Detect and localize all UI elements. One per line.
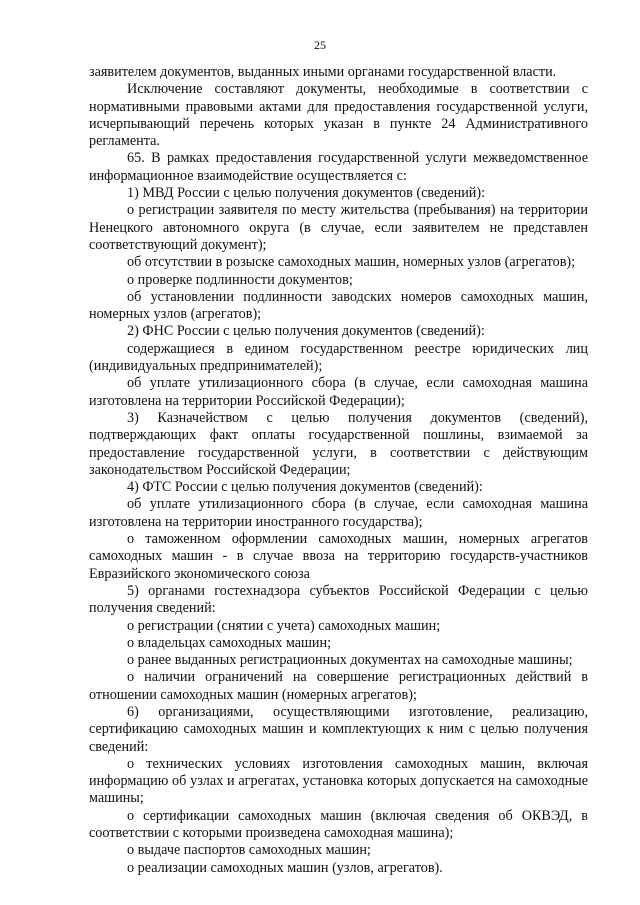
paragraph-continuation: заявителем документов, выданных иными органами государственной власти. [89, 64, 557, 80]
list-subitem: о регистрации заявителя по месту жительства (пребывания) на территории Ненецкого автономного округа (в случае, если заявителем не представлен соответствующий документ); [89, 202, 588, 253]
list-item-fns: 2) ФНС России с целью получения документов (сведений): [127, 323, 485, 340]
list-subitem: о проверке подлинности документов; [127, 271, 353, 288]
list-subitem: об установлении подлинности заводских номеров самоходных машин, номерных узлов (агрегатов); [89, 288, 588, 323]
list-subitem: об уплате утилизационного сбора (в случае, если самоходная машина изготовлена на территории иностранного государства); [89, 496, 588, 530]
list-subitem: об отсутствии в розыске самоходных машин, номерных узлов (агрегатов); [127, 254, 576, 271]
list-subitem: о владельцах самоходных машин; [127, 634, 332, 651]
list-item-gostekhnadzor: 5) органами гостехнадзора субъектов Российской Федерации с целью получения сведений: [89, 582, 588, 617]
list-subitem: о регистрации (снятии с учета) самоходных машин; [127, 617, 441, 634]
list-item-fts: 4) ФТС России с целью получения документов (сведений): [127, 479, 483, 496]
list-subitem: о ранее выданных регистрационных документах на самоходные машины; [127, 652, 573, 669]
list-subitem: о сертификации самоходных машин (включая сведения об ОКВЭД, в соответствии с которыми произведена самоходная машина); [89, 807, 588, 842]
list-subitem: о наличии ограничений на совершение регистрационных действий в отношении самоходных машин (номерных агрегатов); [89, 669, 588, 703]
list-subitem: о технических условиях изготовления самоходных машин, включая информацию об узлах и агрегатах, установка которых допускается на самоходные машины; [89, 755, 588, 807]
list-subitem: содержащиеся в едином государственном реестре юридических лиц (индивидуальных предпринимателей); [89, 340, 588, 375]
list-item-organizations: 6) организациями, осуществляющими изготовление, реализацию, сертификацию самоходных машин и комплектующих к ним с целью получения сведений: [89, 703, 588, 755]
document-body [89, 64, 588, 877]
paragraph-exception: Исключение составляют документы, необходимые в соответствии с нормативными правовыми актами для предоставления государственной услуги, исчерпывающий перечень которых указан в пункте 24 Административного регламента. [89, 81, 588, 150]
list-subitem: о таможенном оформлении самоходных машин, номерных агрегатов самоходных машин - в случае ввоза на территорию государств-участников Евразийского экономического союза [89, 531, 588, 582]
list-subitem: о реализации самоходных машин (узлов, агрегатов). [127, 859, 443, 876]
list-subitem: о выдаче паспортов самоходных машин; [127, 842, 371, 859]
paragraph-65-intro: 65. В рамках предоставления государственной услуги межведомственное информационное взаимодействие осуществляется с: [89, 150, 588, 184]
page-number: 25 [314, 38, 326, 52]
list-subitem: об уплате утилизационного сбора (в случае, если самоходная машина изготовлена на территории Российской Федерации); [89, 375, 588, 409]
list-item-mvd: 1) МВД России с целью получения документов (сведений): [127, 185, 486, 202]
list-item-treasury: 3) Казначейством с целью получения документов (сведений), подтверждающих факт оплаты государственной пошлины, взимаемой за предоставление государственной услуги, в соответствии с действующим законодательством Российской Федерации; [89, 409, 588, 478]
